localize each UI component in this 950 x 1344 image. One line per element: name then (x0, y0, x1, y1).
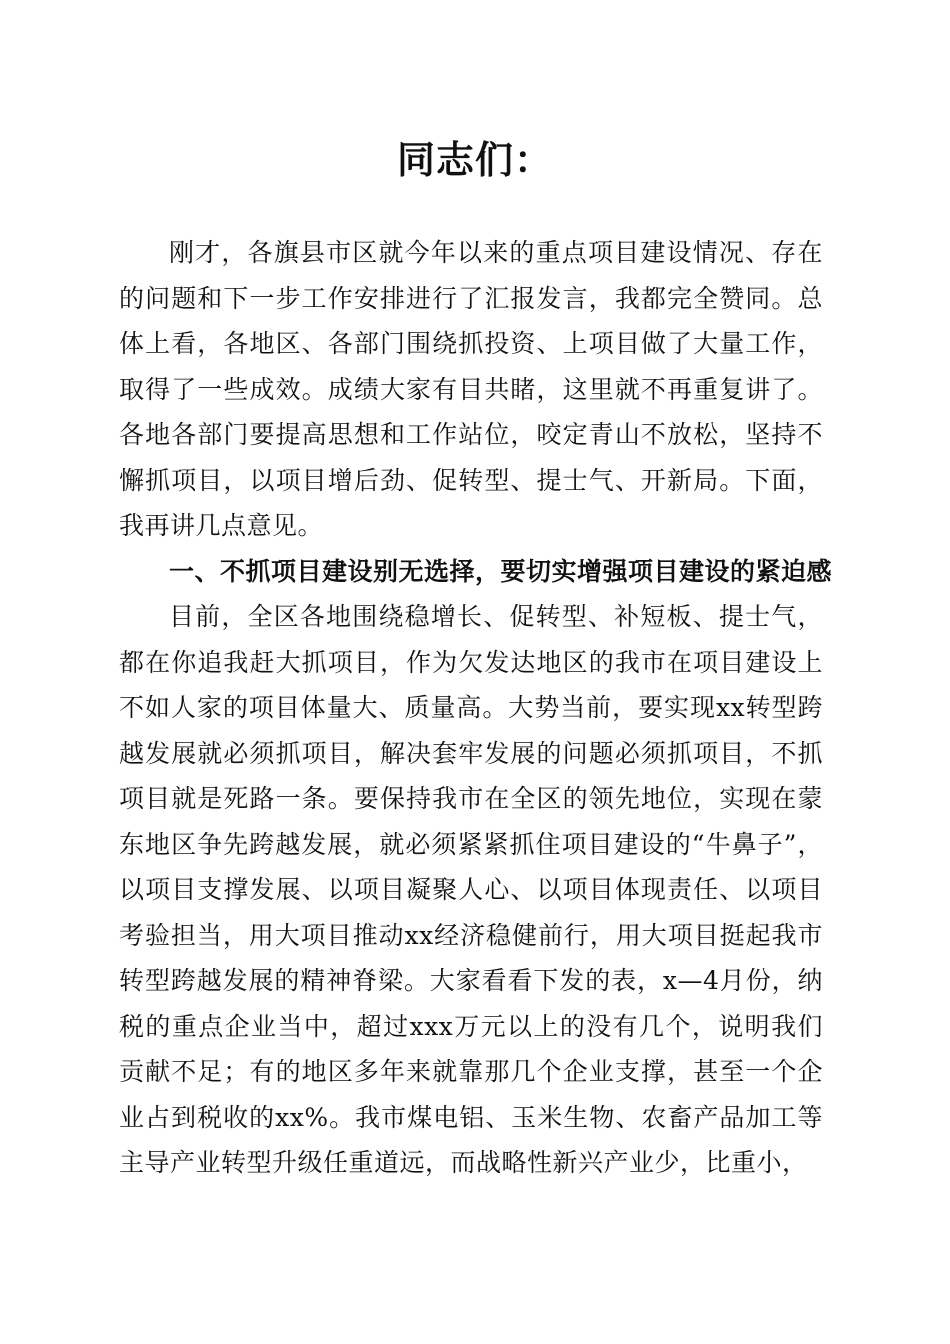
section-heading: 一、不抓项目建设别无选择，要切实增强项目建设的紧迫感 (169, 556, 833, 586)
opening-paragraph: 刚才，各旗县市区就今年以来的重点项目建设情况、存在的问题和下一步工作安排进行了汇报发言，我都完全赞同。总体上看，各地区、各部门围绕抓投资、上项目做了大量工作，取得了一些成效。成绩大家有目共睹，这里就不再重复讲了。各地各部门要提高思想和工作站位，咬定青山不放松，坚持不懈抓项目，以项目增后劲、促转型、提士气、开新局。下面，我再讲几点意见。 (119, 238, 823, 540)
section-paragraph: 目前，全区各地围绕稳增长、促转型、补短板、提士气，都在你追我赶大抓项目，作为欠发达地区的我市在项目建设上不如人家的项目体量大、质量高。大势当前，要实现xx转型跨越发展就必须抓项目，解决套牢发展的问题必须抓项目，不抓项目就是死路一条。要保持我市在全区的领先地位，实现在蒙东地区争先跨越发展，就必须紧紧抓住项目建设的“牛鼻子”，以项目支撑发展、以项目凝聚人心、以项目体现责任、以项目考验担当，用大项目推动xx经济稳健前行，用大项目挺起我市转型跨越发展的精神脊梁。大家看看下发的表，x—4月份，纳税的重点企业当中，超过xxx万元以上的没有几个，说明我们贡献不足；有的地区多年来就靠那几个企业支撑，甚至一个企业占到税收的xx%。我市煤电铝、玉米生物、农畜产品加工等主导产业转型升级任重道远，而战略性新兴产业少，比重小， (119, 602, 823, 1177)
document-body (119, 230, 833, 1186)
document-title: 同志们： (396, 138, 553, 182)
